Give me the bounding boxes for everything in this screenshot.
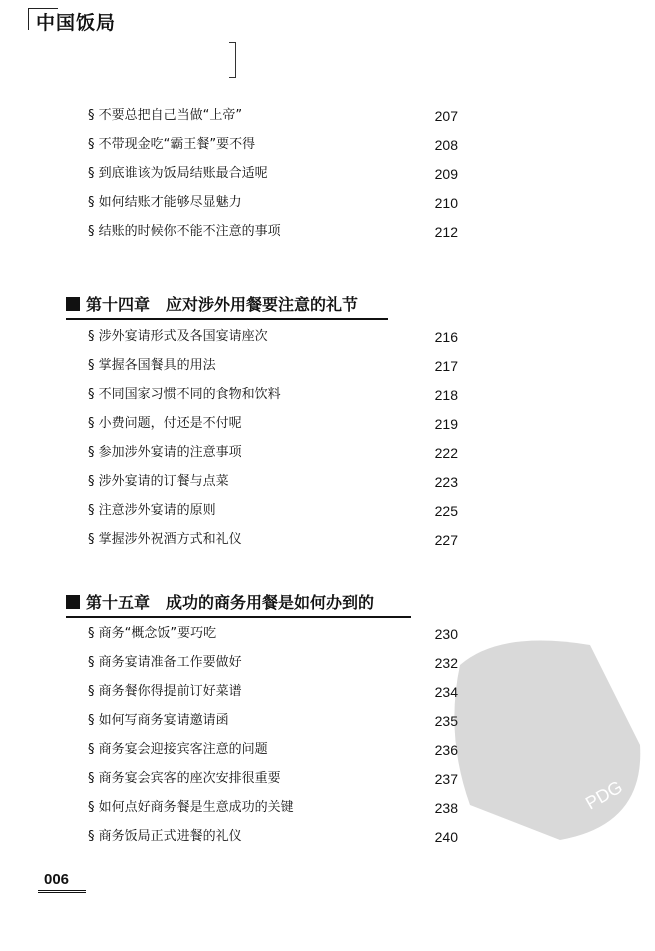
chapter-heading xyxy=(66,292,388,320)
footer-rule xyxy=(38,890,86,893)
chapter-label: 第十四章 xyxy=(86,295,151,314)
toc-entry-page: 210 xyxy=(434,195,458,211)
watermark-text: PDG xyxy=(582,776,626,814)
toc-entry-page: 218 xyxy=(434,387,458,403)
header-stem xyxy=(28,8,29,30)
toc-entry xyxy=(88,416,458,432)
toc-entry-page: 235 xyxy=(434,713,458,729)
toc-entry-page: 219 xyxy=(434,416,458,432)
toc-entry xyxy=(88,387,458,403)
book-title: 中国饭局 xyxy=(36,12,117,34)
toc-entry-title: § 如何点好商务餐是生意成功的关键 xyxy=(88,800,294,815)
toc-entry xyxy=(88,503,458,519)
toc-entry xyxy=(88,166,458,182)
toc-entry-page: 225 xyxy=(434,503,458,519)
toc-entry xyxy=(88,137,458,153)
toc-entry-title: § 如何结账才能够尽显魅力 xyxy=(88,195,242,210)
toc-entry-page: 212 xyxy=(434,224,458,240)
chapter-square-icon xyxy=(66,595,80,609)
toc-entry xyxy=(88,108,458,124)
toc-entry-title: § 结账的时候你不能不注意的事项 xyxy=(88,224,281,239)
toc-entry xyxy=(88,532,458,548)
toc-entry-title: § 不要总把自己当做“上帝” xyxy=(88,108,243,123)
watermark-seal-icon xyxy=(440,625,655,845)
toc-entry-title: § 商务宴会迎接宾客注意的问题 xyxy=(88,742,268,757)
toc-entry-page: 237 xyxy=(434,771,458,787)
chapter-title: 成功的商务用餐是如何办到的 xyxy=(166,593,375,612)
toc-entry-title: § 商务宴请准备工作要做好 xyxy=(88,655,242,670)
toc-entry-title: § 商务“概念饭”要巧吃 xyxy=(88,626,217,641)
toc-entry-page: 207 xyxy=(434,108,458,124)
toc-entry xyxy=(88,655,458,671)
toc-entry-title: § 商务餐你得提前订好菜谱 xyxy=(88,684,242,699)
chapter-square-icon xyxy=(66,297,80,311)
toc-entry-title: § 到底谁该为饭局结账最合适呢 xyxy=(88,166,268,181)
toc-entry xyxy=(88,713,458,729)
toc-entry-title: § 商务宴会宾客的座次安排很重要 xyxy=(88,771,281,786)
toc-entry-title: § 涉外宴请的订餐与点菜 xyxy=(88,474,229,489)
toc-entry-title: § 注意涉外宴请的原则 xyxy=(88,503,216,518)
toc-entry-page: 230 xyxy=(434,626,458,642)
toc-entry-title: § 参加涉外宴请的注意事项 xyxy=(88,445,242,460)
toc-entry-page: 208 xyxy=(434,137,458,153)
toc-entry xyxy=(88,224,458,240)
toc-entry-title: § 不同国家习惯不同的食物和饮料 xyxy=(88,387,281,402)
toc-entry-page: 209 xyxy=(434,166,458,182)
toc-entry-title: § 小费问题，付还是不付呢 xyxy=(88,416,242,431)
toc-entry-page: 232 xyxy=(434,655,458,671)
toc-entry-page: 216 xyxy=(434,329,458,345)
toc-entry-page: 227 xyxy=(434,532,458,548)
toc-entry-page: 238 xyxy=(434,800,458,816)
toc-entry xyxy=(88,445,458,461)
toc-entry xyxy=(88,474,458,490)
chapter-label: 第十五章 xyxy=(86,593,151,612)
toc-entry xyxy=(88,742,458,758)
toc-entry-title: § 商务饭局正式进餐的礼仪 xyxy=(88,829,242,844)
toc-entry-page: 234 xyxy=(434,684,458,700)
toc-entry-title: § 不带现金吃“霸王餐”要不得 xyxy=(88,137,256,152)
toc-entry xyxy=(88,195,458,211)
page-number: 006 xyxy=(44,871,70,888)
chapter-heading xyxy=(66,590,411,618)
toc-entry-title: § 涉外宴请形式及各国宴请座次 xyxy=(88,329,268,344)
toc-entry-page: 240 xyxy=(434,829,458,845)
toc-entry xyxy=(88,329,458,345)
toc-entry-page: 223 xyxy=(434,474,458,490)
toc-entry xyxy=(88,771,458,787)
toc-entry-title: § 掌握涉外祝酒方式和礼仪 xyxy=(88,532,242,547)
toc-entry xyxy=(88,358,458,374)
toc-entry-title: § 掌握各国餐具的用法 xyxy=(88,358,216,373)
toc-entry xyxy=(88,626,458,642)
toc-entry-page: 217 xyxy=(434,358,458,374)
chapter-title: 应对涉外用餐要注意的礼节 xyxy=(166,295,359,314)
toc-entry-page: 222 xyxy=(434,445,458,461)
toc-entry-page: 236 xyxy=(434,742,458,758)
toc-entry xyxy=(88,829,458,845)
toc-entry-title: § 如何写商务宴请邀请函 xyxy=(88,713,229,728)
toc-entry xyxy=(88,800,458,816)
toc-entry xyxy=(88,684,458,700)
bracket-mark xyxy=(229,42,236,78)
